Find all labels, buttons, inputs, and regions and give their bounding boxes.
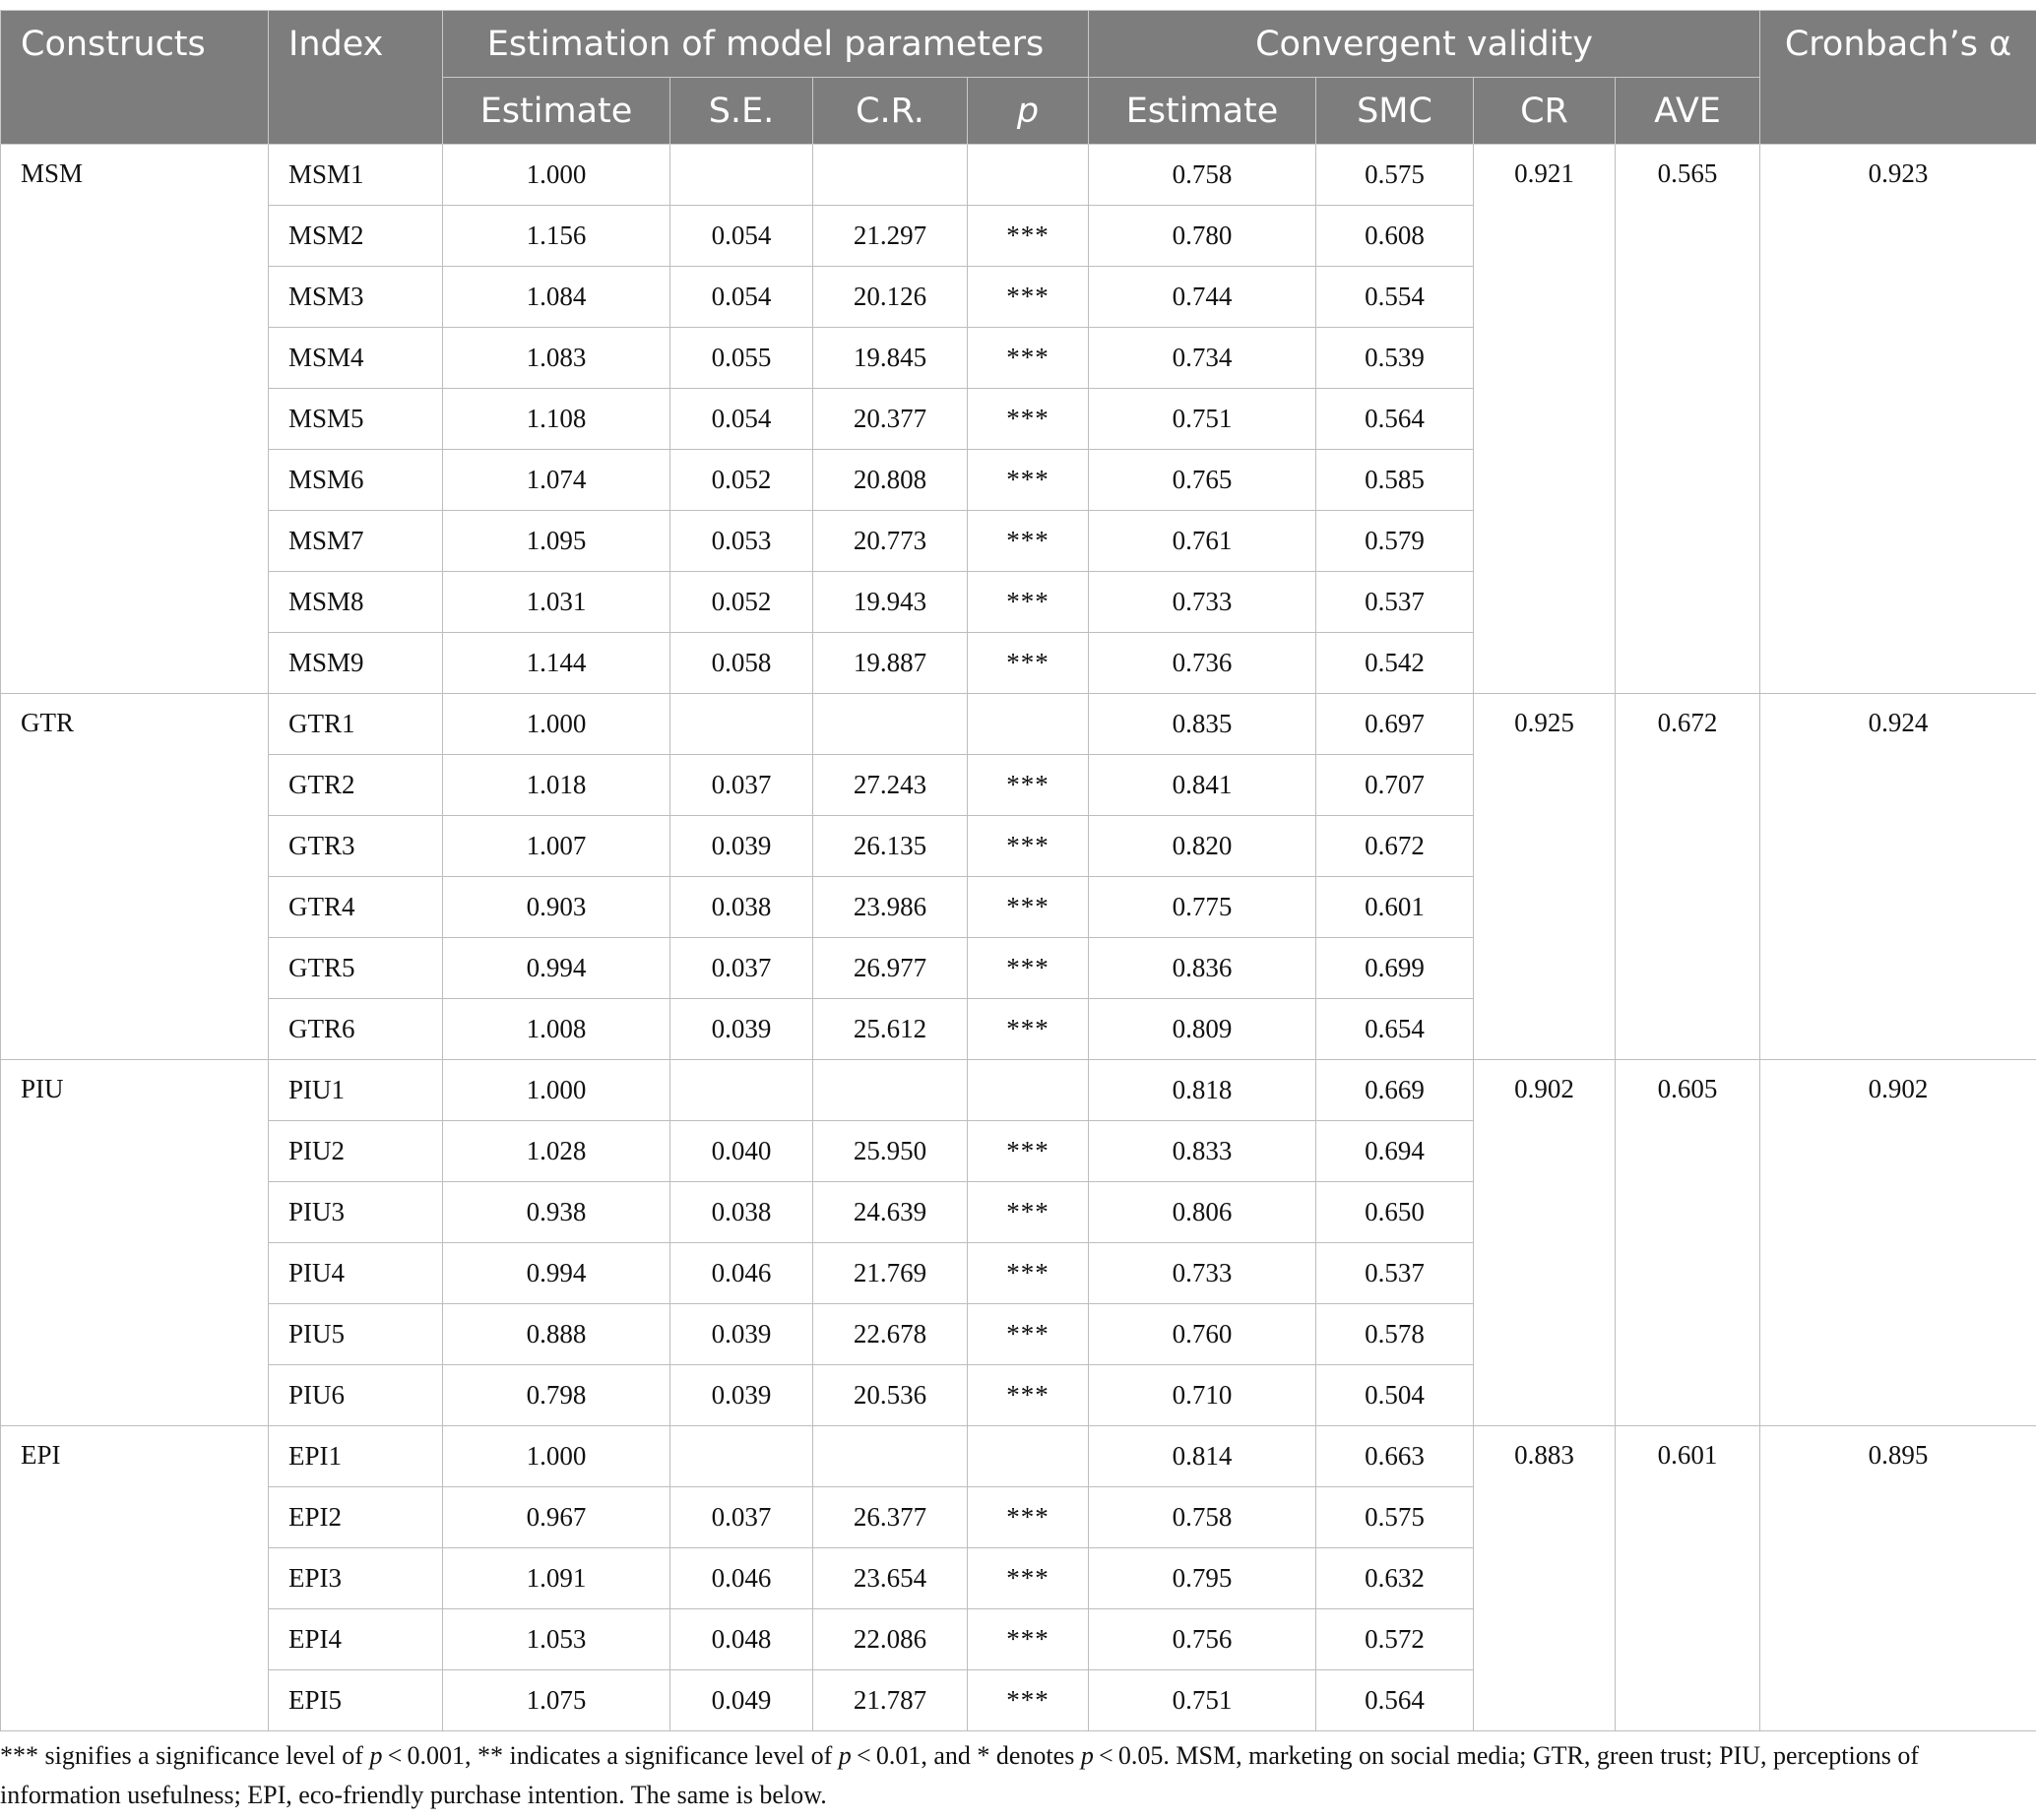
estimate-cell: 1.083 [443, 328, 670, 389]
p-cell: *** [968, 511, 1089, 572]
table-row [1, 1060, 2036, 1121]
cr-cell: 0.921 [1474, 145, 1616, 694]
header-conv-estimate: Estimate [1089, 78, 1316, 145]
table-footnote [0, 1736, 2028, 1815]
table-row [1, 145, 2036, 206]
p-cell [968, 1060, 1089, 1121]
footnote-text-2: < 0.001, ** indicates a significance level of [382, 1741, 839, 1770]
index-cell: GTR4 [269, 877, 443, 938]
p-cell [968, 694, 1089, 755]
smc-cell: 0.542 [1316, 633, 1474, 694]
se-cell: 0.052 [670, 572, 813, 633]
smc-cell: 0.575 [1316, 1487, 1474, 1548]
smc-cell: 0.554 [1316, 267, 1474, 328]
se-cell: 0.054 [670, 267, 813, 328]
header-estimation-group: Estimation of model parameters [443, 11, 1089, 78]
p-cell: *** [968, 938, 1089, 999]
conv-estimate-cell: 0.744 [1089, 267, 1316, 328]
estimate-cell: 1.084 [443, 267, 670, 328]
se-cell: 0.046 [670, 1548, 813, 1609]
cr-ratio-cell: 19.887 [813, 633, 968, 694]
smc-cell: 0.650 [1316, 1182, 1474, 1243]
conv-estimate-cell: 0.818 [1089, 1060, 1316, 1121]
index-cell: EPI1 [269, 1426, 443, 1487]
estimate-cell: 1.018 [443, 755, 670, 816]
conv-estimate-cell: 0.751 [1089, 1670, 1316, 1731]
estimate-cell: 1.028 [443, 1121, 670, 1182]
index-cell: MSM3 [269, 267, 443, 328]
cr-ratio-cell: 22.678 [813, 1304, 968, 1365]
smc-cell: 0.601 [1316, 877, 1474, 938]
conv-estimate-cell: 0.833 [1089, 1121, 1316, 1182]
header-ave: AVE [1616, 78, 1760, 145]
smc-cell: 0.585 [1316, 450, 1474, 511]
p-cell: *** [968, 755, 1089, 816]
cr-ratio-cell: 20.536 [813, 1365, 968, 1426]
cr-ratio-cell: 20.808 [813, 450, 968, 511]
estimate-cell: 1.000 [443, 694, 670, 755]
cr-ratio-cell: 21.297 [813, 206, 968, 267]
conv-estimate-cell: 0.836 [1089, 938, 1316, 999]
conv-estimate-cell: 0.761 [1089, 511, 1316, 572]
p-cell: *** [968, 328, 1089, 389]
estimate-cell: 0.938 [443, 1182, 670, 1243]
se-cell: 0.052 [670, 450, 813, 511]
construct-cell: GTR [1, 694, 269, 1060]
p-cell: *** [968, 1548, 1089, 1609]
estimate-cell: 0.888 [443, 1304, 670, 1365]
smc-cell: 0.699 [1316, 938, 1474, 999]
estimate-cell: 1.108 [443, 389, 670, 450]
index-cell: GTR1 [269, 694, 443, 755]
se-cell: 0.054 [670, 389, 813, 450]
cr-ratio-cell: 20.773 [813, 511, 968, 572]
construct-cell: PIU [1, 1060, 269, 1426]
cr-ratio-cell: 19.845 [813, 328, 968, 389]
p-cell: *** [968, 572, 1089, 633]
conv-estimate-cell: 0.733 [1089, 1243, 1316, 1304]
se-cell [670, 694, 813, 755]
conv-estimate-cell: 0.751 [1089, 389, 1316, 450]
header-se: S.E. [670, 78, 813, 145]
conv-estimate-cell: 0.736 [1089, 633, 1316, 694]
p-cell: *** [968, 1487, 1089, 1548]
index-cell: PIU5 [269, 1304, 443, 1365]
construct-cell: MSM [1, 145, 269, 694]
conv-estimate-cell: 0.758 [1089, 145, 1316, 206]
cr-ratio-cell [813, 145, 968, 206]
index-cell: GTR3 [269, 816, 443, 877]
cr-ratio-cell: 23.654 [813, 1548, 968, 1609]
index-cell: MSM8 [269, 572, 443, 633]
conv-estimate-cell: 0.820 [1089, 816, 1316, 877]
p-cell: *** [968, 999, 1089, 1060]
table-row [1, 1426, 2036, 1487]
estimate-cell: 1.091 [443, 1548, 670, 1609]
conv-estimate-cell: 0.758 [1089, 1487, 1316, 1548]
p-cell: *** [968, 389, 1089, 450]
header-row-top [1, 11, 2036, 78]
header-constructs: Constructs [1, 11, 269, 145]
index-cell: MSM7 [269, 511, 443, 572]
cr-ratio-cell: 25.612 [813, 999, 968, 1060]
se-cell: 0.049 [670, 1670, 813, 1731]
estimate-cell: 1.031 [443, 572, 670, 633]
se-cell: 0.039 [670, 816, 813, 877]
cr-ratio-cell: 26.135 [813, 816, 968, 877]
conv-estimate-cell: 0.795 [1089, 1548, 1316, 1609]
header-cr-ratio: C.R. [813, 78, 968, 145]
header-p: p [968, 78, 1089, 145]
se-cell: 0.048 [670, 1609, 813, 1670]
estimate-cell: 0.798 [443, 1365, 670, 1426]
cr-cell: 0.902 [1474, 1060, 1616, 1426]
index-cell: MSM5 [269, 389, 443, 450]
se-cell: 0.037 [670, 1487, 813, 1548]
index-cell: PIU4 [269, 1243, 443, 1304]
estimate-cell: 1.000 [443, 1426, 670, 1487]
smc-cell: 0.564 [1316, 389, 1474, 450]
cr-ratio-cell: 20.377 [813, 389, 968, 450]
header-index: Index [269, 11, 443, 145]
index-cell: MSM6 [269, 450, 443, 511]
cr-ratio-cell: 22.086 [813, 1609, 968, 1670]
conv-estimate-cell: 0.710 [1089, 1365, 1316, 1426]
estimate-cell: 1.095 [443, 511, 670, 572]
cr-ratio-cell [813, 694, 968, 755]
index-cell: EPI2 [269, 1487, 443, 1548]
cr-ratio-cell: 26.377 [813, 1487, 968, 1548]
se-cell: 0.053 [670, 511, 813, 572]
smc-cell: 0.578 [1316, 1304, 1474, 1365]
footnote-text-1: *** signifies a significance level of [0, 1741, 370, 1770]
cr-ratio-cell: 21.769 [813, 1243, 968, 1304]
se-cell [670, 1060, 813, 1121]
smc-cell: 0.504 [1316, 1365, 1474, 1426]
se-cell [670, 145, 813, 206]
p-cell: *** [968, 1365, 1089, 1426]
footnote-text-3: < 0.01, and * denotes [851, 1741, 1081, 1770]
conv-estimate-cell: 0.814 [1089, 1426, 1316, 1487]
index-cell: PIU6 [269, 1365, 443, 1426]
index-cell: PIU3 [269, 1182, 443, 1243]
smc-cell: 0.575 [1316, 145, 1474, 206]
construct-cell: EPI [1, 1426, 269, 1731]
smc-cell: 0.632 [1316, 1548, 1474, 1609]
index-cell: MSM4 [269, 328, 443, 389]
estimate-cell: 1.144 [443, 633, 670, 694]
cronbach-alpha-cell: 0.895 [1760, 1426, 2036, 1731]
header-cronbach-alpha: Cronbach’s α [1760, 11, 2036, 145]
cr-ratio-cell [813, 1060, 968, 1121]
se-cell: 0.038 [670, 877, 813, 938]
estimate-cell: 0.994 [443, 1243, 670, 1304]
estimate-cell: 0.994 [443, 938, 670, 999]
table-row [1, 694, 2036, 755]
table-body [1, 145, 2036, 1731]
smc-cell: 0.537 [1316, 1243, 1474, 1304]
p-cell: *** [968, 633, 1089, 694]
se-cell: 0.039 [670, 1365, 813, 1426]
se-cell [670, 1426, 813, 1487]
index-cell: EPI3 [269, 1548, 443, 1609]
p-cell: *** [968, 1304, 1089, 1365]
p-cell: *** [968, 1182, 1089, 1243]
index-cell: GTR2 [269, 755, 443, 816]
estimate-cell: 1.000 [443, 1060, 670, 1121]
estimate-cell: 1.053 [443, 1609, 670, 1670]
cr-ratio-cell [813, 1426, 968, 1487]
se-cell: 0.039 [670, 999, 813, 1060]
conv-estimate-cell: 0.806 [1089, 1182, 1316, 1243]
se-cell: 0.039 [670, 1304, 813, 1365]
se-cell: 0.037 [670, 755, 813, 816]
p-cell [968, 1426, 1089, 1487]
header-smc: SMC [1316, 78, 1474, 145]
index-cell: MSM2 [269, 206, 443, 267]
estimate-cell: 1.008 [443, 999, 670, 1060]
p-cell: *** [968, 1121, 1089, 1182]
index-cell: MSM9 [269, 633, 443, 694]
conv-estimate-cell: 0.734 [1089, 328, 1316, 389]
cr-ratio-cell: 21.787 [813, 1670, 968, 1731]
conv-estimate-cell: 0.835 [1089, 694, 1316, 755]
se-cell: 0.058 [670, 633, 813, 694]
se-cell: 0.046 [670, 1243, 813, 1304]
p-cell: *** [968, 877, 1089, 938]
index-cell: PIU2 [269, 1121, 443, 1182]
ave-cell: 0.672 [1616, 694, 1760, 1060]
smc-cell: 0.694 [1316, 1121, 1474, 1182]
index-cell: EPI4 [269, 1609, 443, 1670]
cr-ratio-cell: 23.986 [813, 877, 968, 938]
smc-cell: 0.572 [1316, 1609, 1474, 1670]
estimate-cell: 0.967 [443, 1487, 670, 1548]
conv-estimate-cell: 0.760 [1089, 1304, 1316, 1365]
cr-ratio-cell: 24.639 [813, 1182, 968, 1243]
footnote-text-4: < 0.05. MSM, marketing on social media; GTR, green trust; PIU, perceptions of information usefulness; EPI, eco-friendly purchase intention. The same is below. [0, 1741, 1919, 1809]
p-cell: *** [968, 206, 1089, 267]
smc-cell: 0.669 [1316, 1060, 1474, 1121]
smc-cell: 0.539 [1316, 328, 1474, 389]
cronbach-alpha-cell: 0.923 [1760, 145, 2036, 694]
conv-estimate-cell: 0.780 [1089, 206, 1316, 267]
ave-cell: 0.601 [1616, 1426, 1760, 1731]
conv-estimate-cell: 0.733 [1089, 572, 1316, 633]
cr-ratio-cell: 20.126 [813, 267, 968, 328]
ave-cell: 0.565 [1616, 145, 1760, 694]
index-cell: EPI5 [269, 1670, 443, 1731]
smc-cell: 0.579 [1316, 511, 1474, 572]
estimate-cell: 1.075 [443, 1670, 670, 1731]
smc-cell: 0.537 [1316, 572, 1474, 633]
footnote-p-symbol: p [369, 1741, 383, 1770]
cr-ratio-cell: 26.977 [813, 938, 968, 999]
cr-cell: 0.925 [1474, 694, 1616, 1060]
estimate-cell: 1.074 [443, 450, 670, 511]
p-cell [968, 145, 1089, 206]
smc-cell: 0.608 [1316, 206, 1474, 267]
p-cell: *** [968, 1609, 1089, 1670]
estimate-cell: 1.000 [443, 145, 670, 206]
cr-ratio-cell: 19.943 [813, 572, 968, 633]
footnote-p-symbol: p [1080, 1741, 1094, 1770]
footnote-p-symbol: p [838, 1741, 852, 1770]
cr-ratio-cell: 25.950 [813, 1121, 968, 1182]
estimate-cell: 1.007 [443, 816, 670, 877]
se-cell: 0.054 [670, 206, 813, 267]
smc-cell: 0.654 [1316, 999, 1474, 1060]
conv-estimate-cell: 0.765 [1089, 450, 1316, 511]
se-cell: 0.055 [670, 328, 813, 389]
cronbach-alpha-cell: 0.902 [1760, 1060, 2036, 1426]
estimate-cell: 1.156 [443, 206, 670, 267]
se-cell: 0.038 [670, 1182, 813, 1243]
smc-cell: 0.697 [1316, 694, 1474, 755]
p-cell: *** [968, 1670, 1089, 1731]
results-table [0, 10, 2036, 1731]
header-estimate: Estimate [443, 78, 670, 145]
p-cell: *** [968, 816, 1089, 877]
smc-cell: 0.672 [1316, 816, 1474, 877]
index-cell: GTR6 [269, 999, 443, 1060]
table-header [1, 11, 2036, 145]
header-convergent-group: Convergent validity [1089, 11, 1760, 78]
p-cell: *** [968, 267, 1089, 328]
index-cell: MSM1 [269, 145, 443, 206]
cronbach-alpha-cell: 0.924 [1760, 694, 2036, 1060]
estimate-cell: 0.903 [443, 877, 670, 938]
cr-cell: 0.883 [1474, 1426, 1616, 1731]
p-cell: *** [968, 1243, 1089, 1304]
index-cell: GTR5 [269, 938, 443, 999]
se-cell: 0.037 [670, 938, 813, 999]
smc-cell: 0.564 [1316, 1670, 1474, 1731]
cr-ratio-cell: 27.243 [813, 755, 968, 816]
index-cell: PIU1 [269, 1060, 443, 1121]
header-cr: CR [1474, 78, 1616, 145]
conv-estimate-cell: 0.809 [1089, 999, 1316, 1060]
conv-estimate-cell: 0.775 [1089, 877, 1316, 938]
p-cell: *** [968, 450, 1089, 511]
smc-cell: 0.663 [1316, 1426, 1474, 1487]
conv-estimate-cell: 0.841 [1089, 755, 1316, 816]
conv-estimate-cell: 0.756 [1089, 1609, 1316, 1670]
ave-cell: 0.605 [1616, 1060, 1760, 1426]
se-cell: 0.040 [670, 1121, 813, 1182]
smc-cell: 0.707 [1316, 755, 1474, 816]
